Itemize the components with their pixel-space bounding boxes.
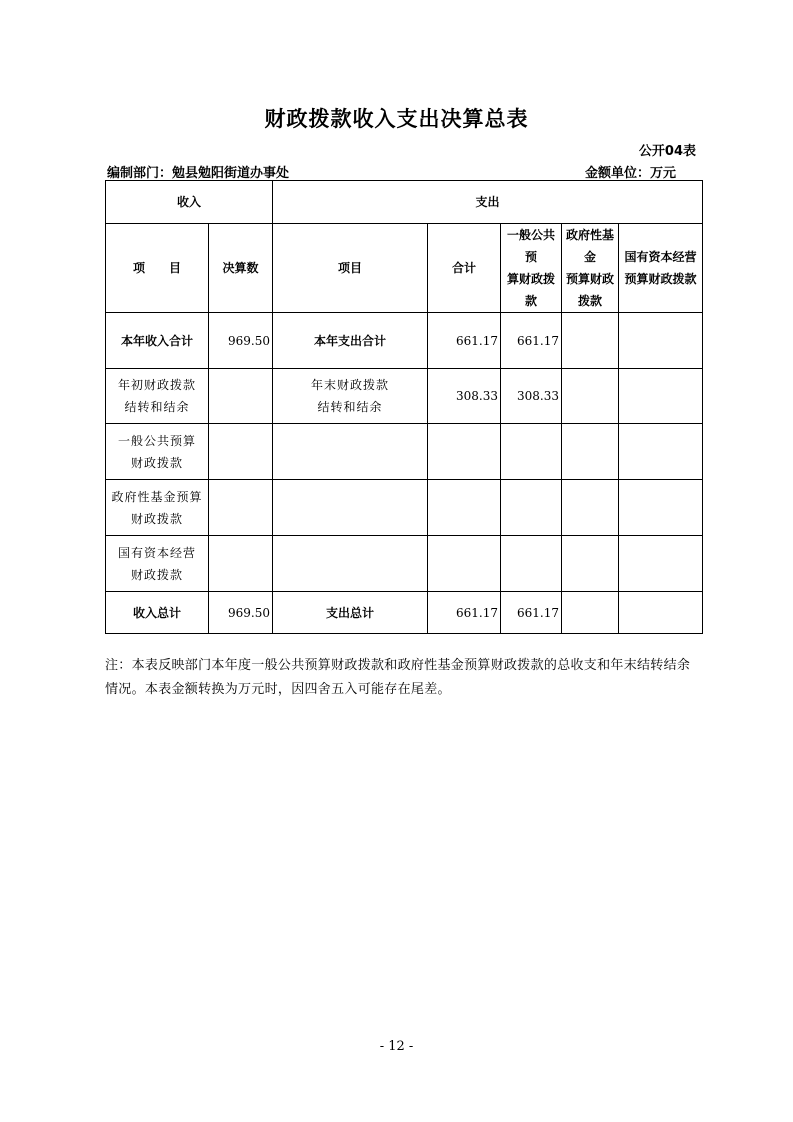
- income-item-cell-line: 结转和结余: [124, 400, 190, 414]
- table-row: [106, 480, 703, 536]
- income-amount-cell: [209, 369, 273, 424]
- expense-item-cell: [273, 313, 428, 369]
- col-header-income-item: 项 目: [106, 224, 209, 313]
- page-number: - 12 -: [379, 1039, 414, 1054]
- col-header-expense-item: 项目: [273, 224, 428, 313]
- total-cell: [428, 424, 501, 480]
- income-item-cell: [106, 536, 209, 592]
- income-item-cell-line: 财政拨款: [130, 511, 183, 526]
- state-capital-cell: [619, 424, 703, 480]
- total-cell: 308.33: [428, 369, 501, 424]
- general-budget-cell: [501, 536, 562, 592]
- income-item-cell: [106, 424, 209, 480]
- header-line: 国有资本经营: [624, 250, 697, 264]
- income-item-cell-line: 财政拨款: [130, 455, 183, 470]
- gov-fund-cell: [562, 480, 619, 536]
- income-item-cell: [106, 592, 209, 634]
- expense-item-cell: [273, 369, 428, 424]
- department-label: 编制部门：勉县勉阳街道办事处: [107, 166, 290, 181]
- header-line: 政府性基: [566, 228, 615, 242]
- expense-item-cell-line: 年末财政拨款: [311, 378, 390, 392]
- general-budget-cell: 661.17: [501, 313, 562, 369]
- footnote: 注：本表反映部门本年度一般公共预算财政拨款和政府性基金预算财政拨款的总收支和年末结转结余情况。本表金额转换为万元时，因四舍五入可能存在尾差。: [105, 658, 691, 697]
- header-line: 预算财政: [566, 272, 615, 286]
- income-item-cell: [106, 313, 209, 369]
- col-header-budget-amount: 决算数: [209, 224, 273, 313]
- header-line: 预算财政拨款: [624, 272, 697, 286]
- col-header-gov-fund: [562, 224, 619, 313]
- table-row: [106, 369, 703, 424]
- gov-fund-cell: [562, 536, 619, 592]
- income-item-cell-line: 政府性基金预算: [111, 489, 203, 504]
- expense-item-cell-line: 本年支出合计: [314, 333, 387, 348]
- expense-item-cell: [273, 592, 428, 634]
- general-budget-cell: [501, 424, 562, 480]
- income-item-cell-line: 收入总计: [132, 605, 181, 620]
- state-capital-cell: [619, 480, 703, 536]
- income-item-cell: [106, 480, 209, 536]
- header-line: 拨款: [578, 294, 603, 308]
- expense-header: 支出: [273, 181, 703, 224]
- table-row: [106, 313, 703, 369]
- table-row: [106, 536, 703, 592]
- gov-fund-cell: [562, 592, 619, 634]
- expense-item-cell: [273, 480, 428, 536]
- income-item-cell-line: 一般公共预算: [117, 433, 196, 448]
- general-budget-cell: [501, 480, 562, 536]
- gov-fund-cell: [562, 369, 619, 424]
- state-capital-cell: [619, 592, 703, 634]
- income-item-cell: [106, 369, 209, 424]
- income-header: 收入: [106, 181, 273, 224]
- expense-item-cell: [273, 424, 428, 480]
- income-amount-cell: 969.50: [209, 592, 273, 634]
- general-budget-cell: 308.33: [501, 369, 562, 424]
- header-line: 金: [584, 250, 597, 264]
- income-item-cell-line: 财政拨款: [130, 567, 183, 582]
- income-amount-cell: [209, 424, 273, 480]
- expense-item-cell: [273, 536, 428, 592]
- gov-fund-cell: [562, 424, 619, 480]
- col-header-general-budget: [501, 224, 562, 313]
- header-line: 算财政拨: [507, 272, 556, 286]
- general-budget-cell: 661.17: [501, 592, 562, 634]
- income-item-cell-line: 年初财政拨款: [117, 378, 196, 392]
- expense-item-cell-line: 支出总计: [326, 605, 375, 620]
- col-header-total: 合计: [428, 224, 501, 313]
- page-title: 财政拨款收入支出决算总表: [264, 107, 529, 131]
- budget-summary-table: [105, 180, 703, 634]
- total-cell: [428, 480, 501, 536]
- total-cell: 661.17: [428, 313, 501, 369]
- income-item-cell-line: 本年收入合计: [120, 333, 193, 348]
- income-amount-cell: [209, 536, 273, 592]
- header-line: 预: [525, 250, 538, 264]
- table-row: [106, 424, 703, 480]
- header-line: 一般公共: [507, 228, 556, 242]
- state-capital-cell: [619, 313, 703, 369]
- state-capital-cell: [619, 536, 703, 592]
- col-header-state-capital: [619, 224, 703, 313]
- table-row: [106, 592, 703, 634]
- gov-fund-cell: [562, 313, 619, 369]
- header-line: 款: [525, 294, 538, 308]
- unit-label: 金额单位：万元: [585, 166, 677, 181]
- income-item-cell-line: 国有资本经营: [117, 545, 196, 560]
- state-capital-cell: [619, 369, 703, 424]
- form-code: 公开04表: [638, 144, 696, 159]
- total-cell: [428, 536, 501, 592]
- income-amount-cell: 969.50: [209, 313, 273, 369]
- expense-item-cell-line: 结转和结余: [317, 400, 383, 414]
- total-cell: 661.17: [428, 592, 501, 634]
- income-amount-cell: [209, 480, 273, 536]
